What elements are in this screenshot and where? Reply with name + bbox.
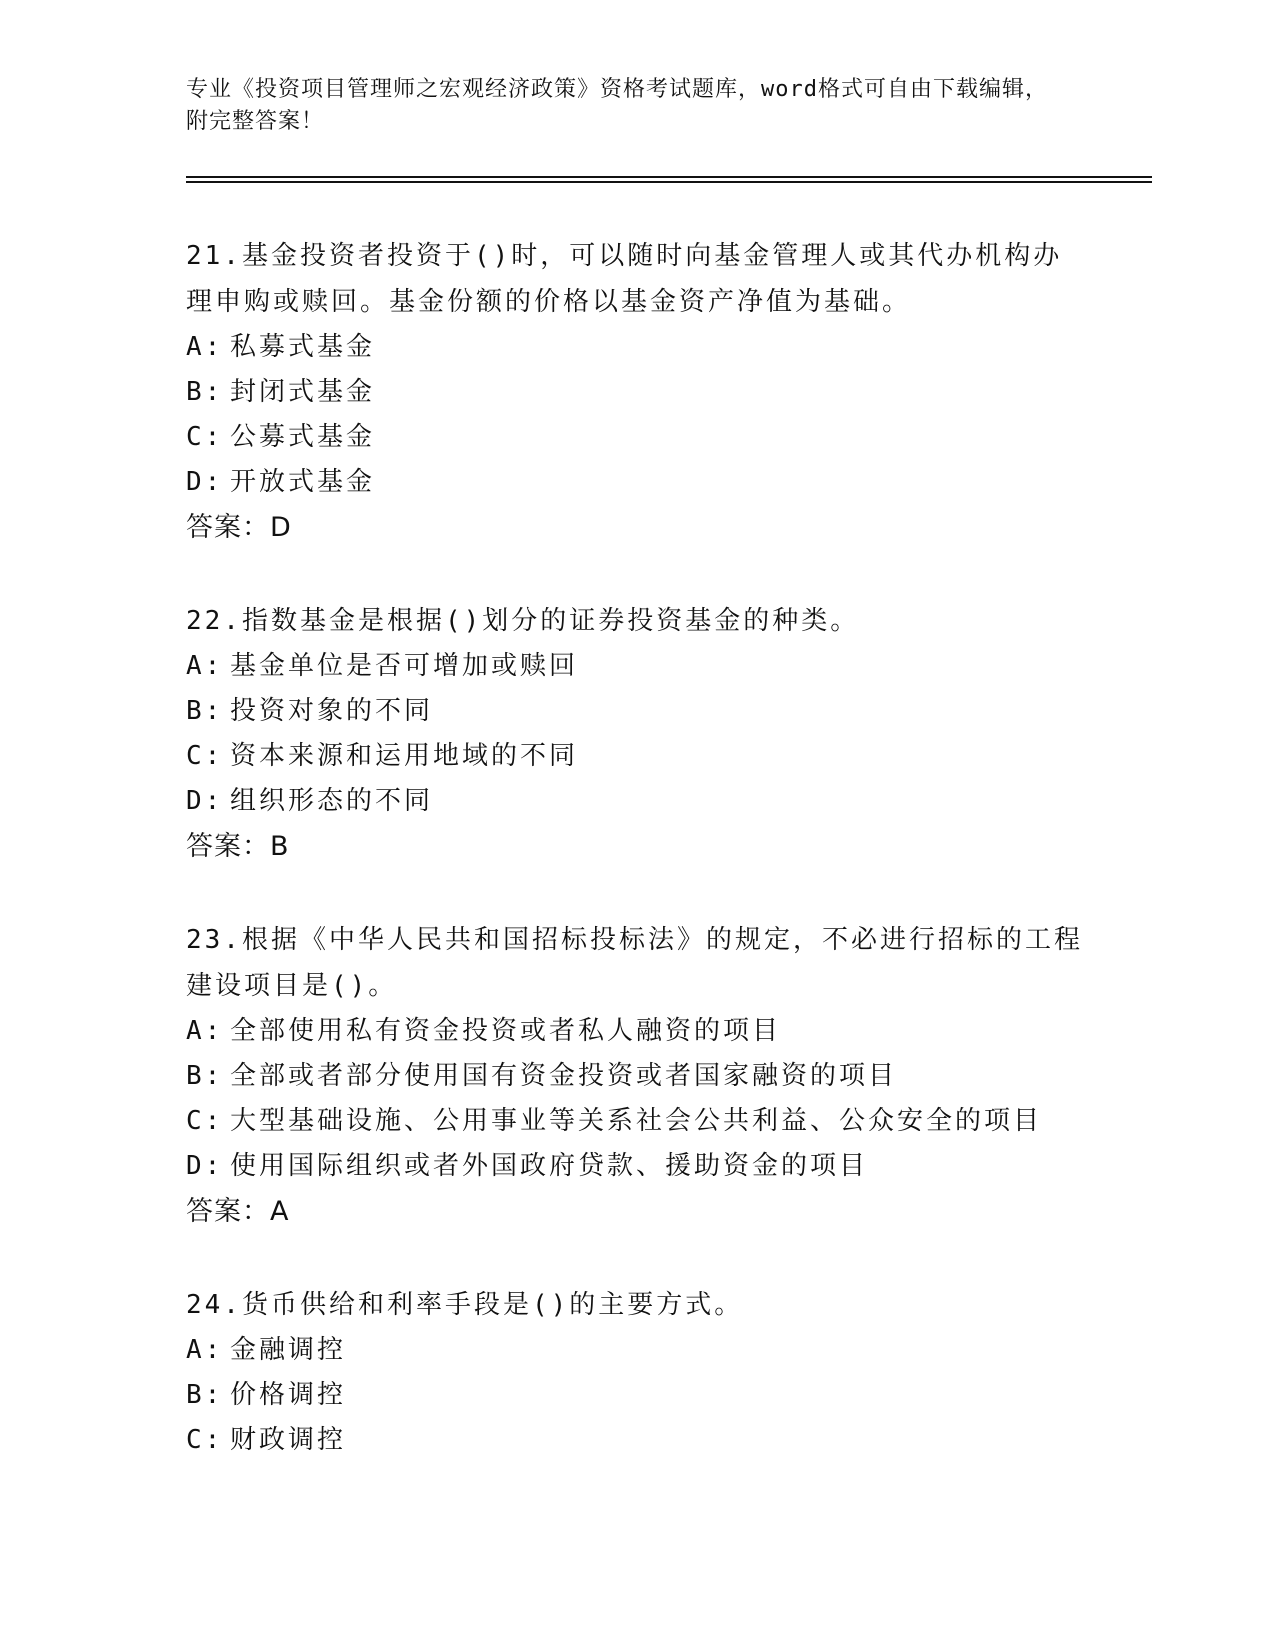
option-b bbox=[186, 370, 1086, 415]
option-a bbox=[186, 1328, 1086, 1373]
option-b bbox=[186, 1373, 1086, 1418]
option-letter: A: bbox=[186, 651, 224, 681]
option-c bbox=[186, 1418, 1086, 1463]
option-text: 价格调控 bbox=[230, 1380, 347, 1410]
option-text: 私募式基金 bbox=[230, 332, 376, 362]
answer-line: 答案：A bbox=[186, 1196, 290, 1227]
option-text: 资本来源和运用地域的不同 bbox=[230, 741, 579, 771]
option-text: 基金单位是否可增加或赎回 bbox=[230, 651, 579, 681]
option-letter: C: bbox=[186, 1106, 224, 1136]
option-letter: B: bbox=[186, 1380, 224, 1410]
question-22 bbox=[186, 598, 1086, 870]
question-24 bbox=[186, 1282, 1086, 1463]
option-letter: A: bbox=[186, 332, 224, 362]
option-letter: B: bbox=[186, 1061, 224, 1091]
option-text: 公募式基金 bbox=[230, 422, 376, 452]
question-stem: 22.指数基金是根据()划分的证券投资基金的种类。 bbox=[186, 606, 860, 636]
question-stem: 24.货币供给和利率手段是()的主要方式。 bbox=[186, 1290, 744, 1320]
option-d bbox=[186, 460, 1086, 505]
option-letter: C: bbox=[186, 741, 224, 771]
option-text: 投资对象的不同 bbox=[230, 696, 434, 726]
option-text: 开放式基金 bbox=[230, 467, 376, 497]
answer-line: 答案：D bbox=[186, 512, 292, 543]
option-text: 大型基础设施、公用事业等关系社会公共利益、公众安全的项目 bbox=[230, 1106, 1043, 1136]
option-a bbox=[186, 644, 1086, 689]
option-letter: D: bbox=[186, 786, 224, 816]
option-b bbox=[186, 1054, 1086, 1099]
option-text: 全部使用私有资金投资或者私人融资的项目 bbox=[230, 1016, 782, 1046]
option-c bbox=[186, 734, 1086, 779]
option-d bbox=[186, 1144, 1086, 1189]
option-letter: C: bbox=[186, 422, 224, 452]
question-stem: 21.基金投资者投资于()时，可以随时向基金管理人或其代办机构办理申购或赎回。基金份额的价格以基金资产净值为基础。 bbox=[186, 241, 1063, 317]
option-text: 财政调控 bbox=[230, 1425, 347, 1455]
option-c bbox=[186, 1099, 1086, 1144]
option-d bbox=[186, 779, 1086, 824]
option-letter: D: bbox=[186, 1151, 224, 1181]
option-text: 封闭式基金 bbox=[230, 377, 376, 407]
question-21 bbox=[186, 233, 1086, 551]
option-text: 全部或者部分使用国有资金投资或者国家融资的项目 bbox=[230, 1061, 898, 1091]
option-c bbox=[186, 415, 1086, 460]
option-letter: B: bbox=[186, 696, 224, 726]
option-letter: A: bbox=[186, 1335, 224, 1365]
option-letter: C: bbox=[186, 1425, 224, 1455]
option-a bbox=[186, 1009, 1086, 1054]
option-letter: A: bbox=[186, 1016, 224, 1046]
question-stem: 23.根据《中华人民共和国招标投标法》的规定，不必进行招标的工程建设项目是()。 bbox=[186, 925, 1083, 1001]
question-23 bbox=[186, 917, 1086, 1235]
option-text: 金融调控 bbox=[230, 1335, 347, 1365]
option-a bbox=[186, 325, 1086, 370]
option-b bbox=[186, 689, 1086, 734]
question-list bbox=[186, 233, 1086, 1510]
header-rule-bottom bbox=[186, 181, 1152, 183]
option-text: 使用国际组织或者外国政府贷款、援助资金的项目 bbox=[230, 1151, 869, 1181]
document-header: 专业《投资项目管理师之宏观经济政策》资格考试题库，word格式可自由下载编辑，附完整答案！ bbox=[186, 77, 1048, 134]
option-text: 组织形态的不同 bbox=[230, 786, 434, 816]
answer-line: 答案：B bbox=[186, 831, 290, 862]
header-rule-top bbox=[186, 176, 1152, 178]
option-letter: B: bbox=[186, 377, 224, 407]
option-letter: D: bbox=[186, 467, 224, 497]
